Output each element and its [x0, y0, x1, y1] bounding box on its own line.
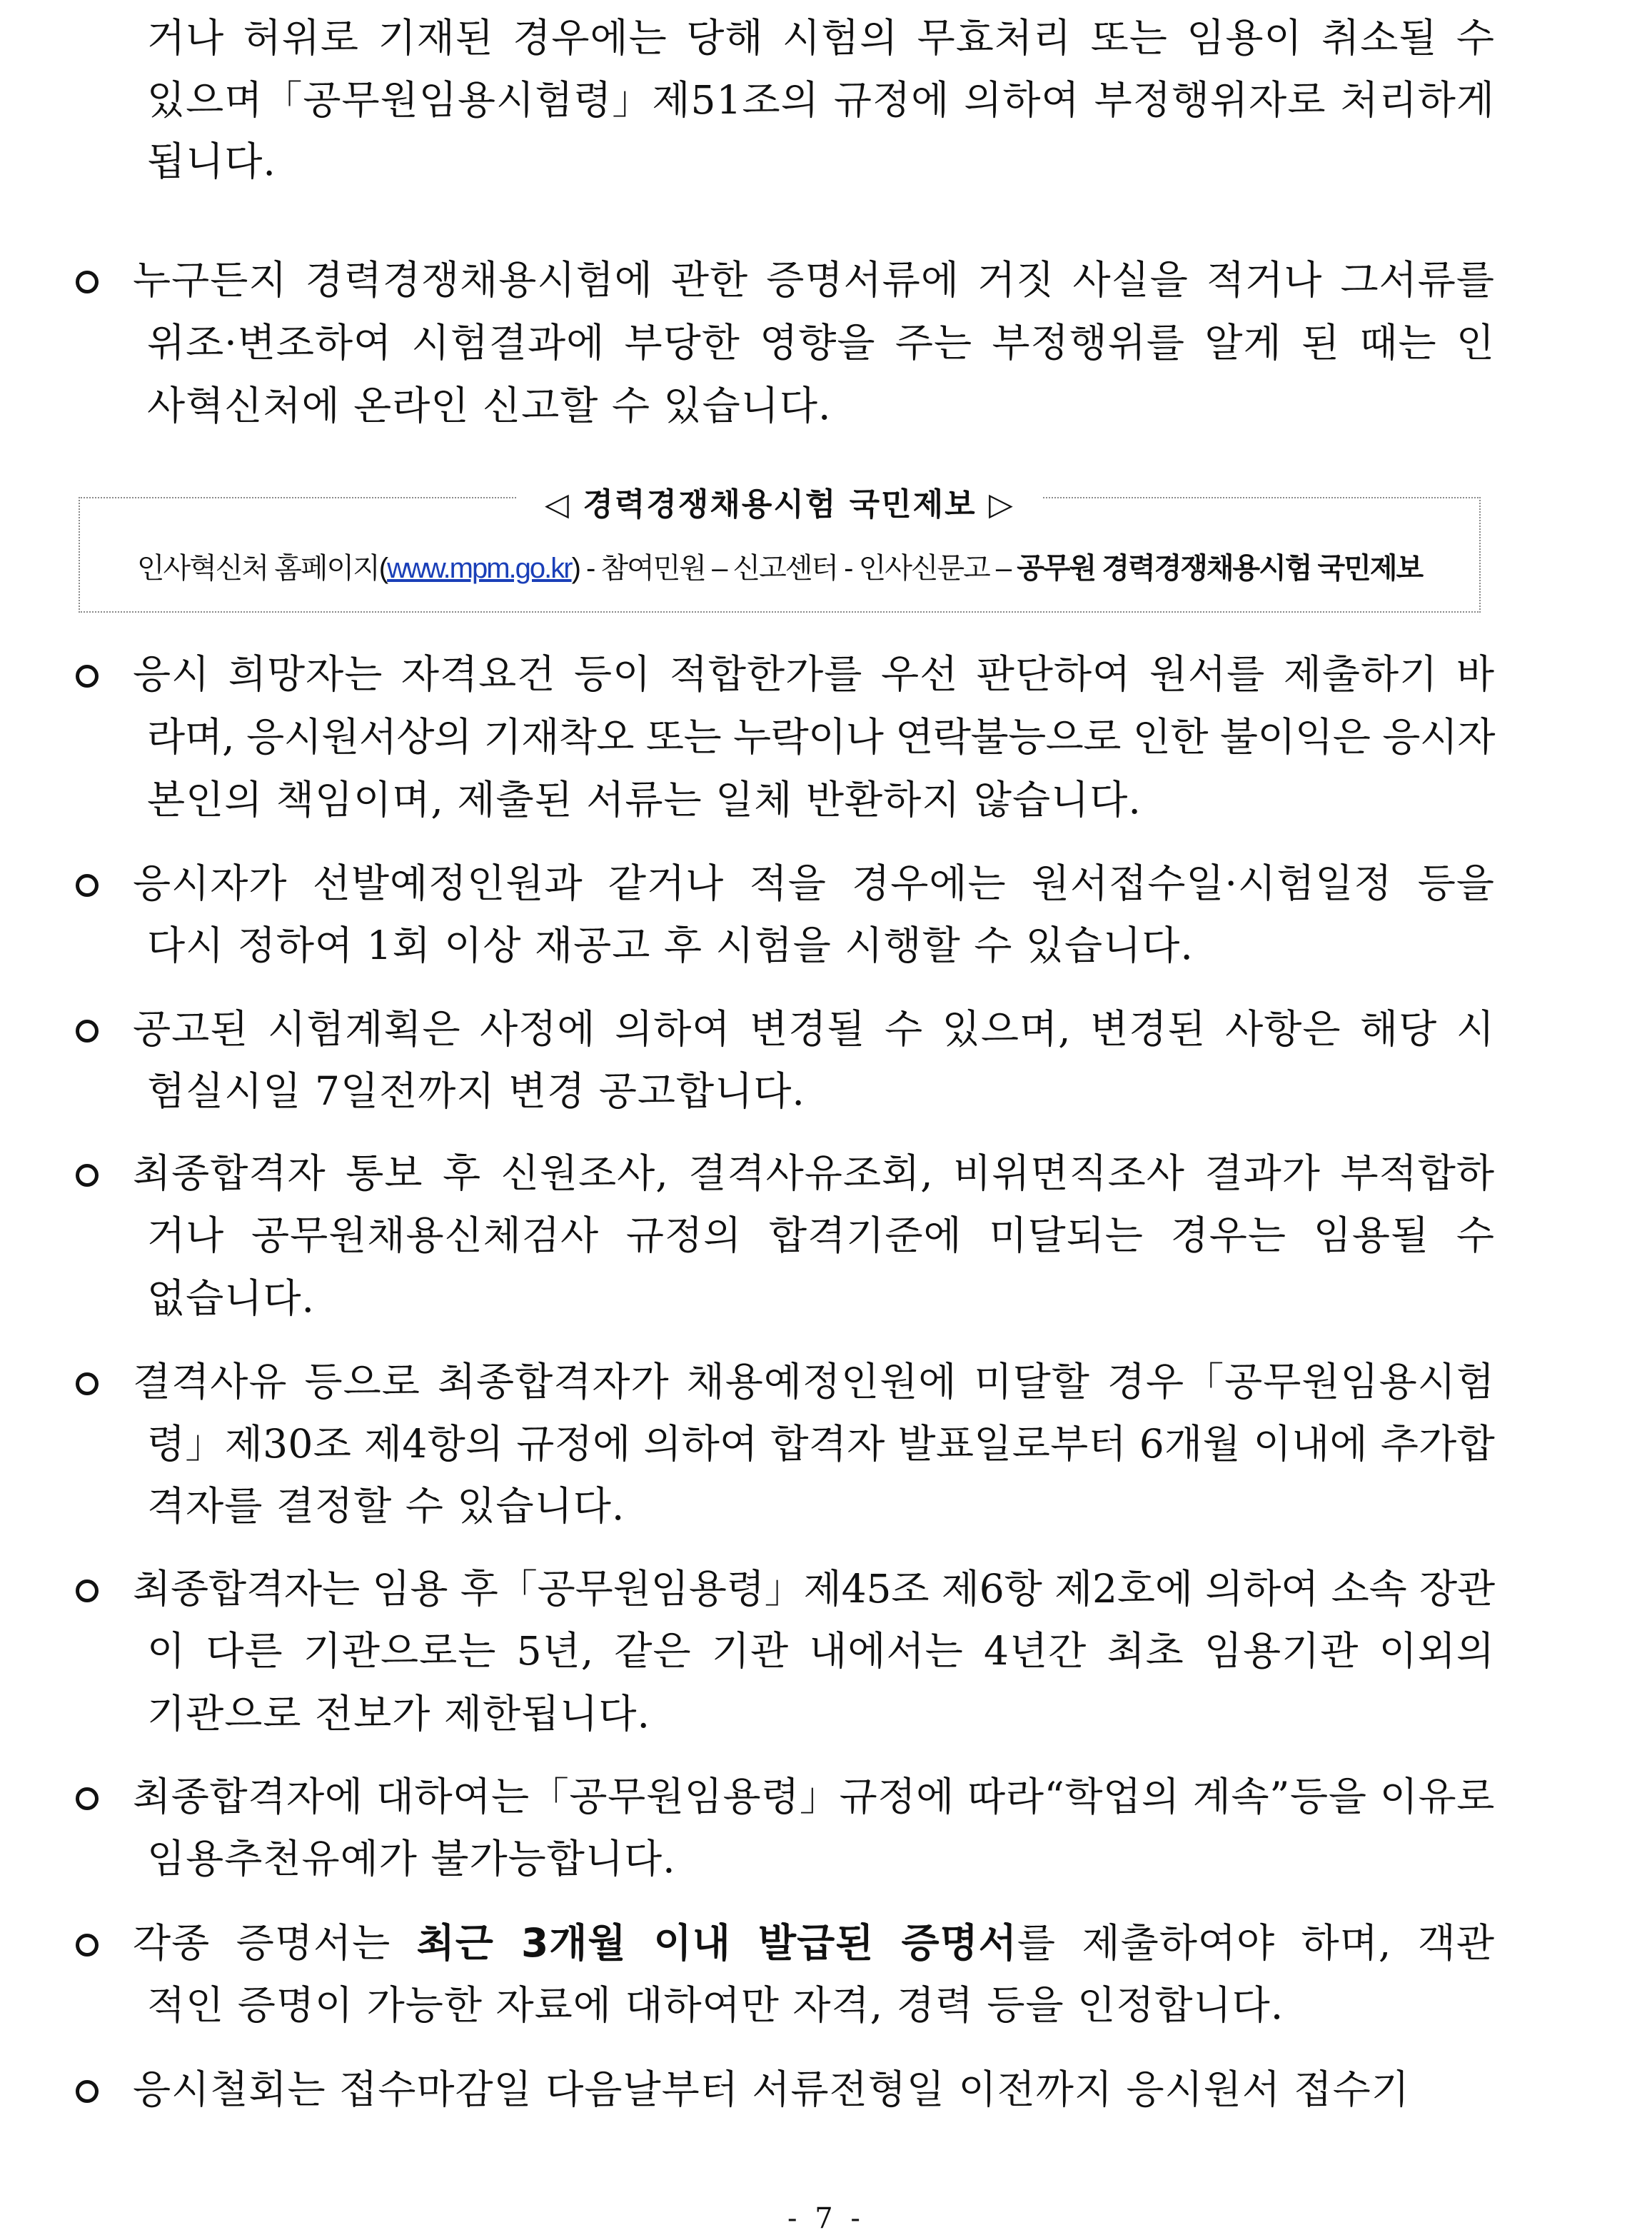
bullet-circle-icon — [76, 1372, 99, 1395]
paragraph-line: 거나 공무원채용신체검사 규정의 합격기준에 미달되는 경우는 임용될 수 — [147, 1212, 1495, 1258]
bullet-circle-icon — [76, 665, 99, 688]
paragraph-line: 최종합격자 통보 후 신원조사, 결격사유조회, 비위면직조사 결과가 부적합하 — [133, 1150, 1495, 1196]
notice-path-prefix: 인사혁신처 홈페이지( — [136, 553, 388, 584]
paragraph-line: 격자를 결정할 수 있습니다. — [147, 1483, 625, 1529]
bullet-circle-icon — [76, 2080, 99, 2103]
paragraph-line: 공고된 시험계획은 사정에 의하여 변경될 수 있으며, 변경된 사항은 해당 시 — [133, 1006, 1495, 1052]
notice-title: ◁ 경력경쟁채용시험 국민제보 ▷ — [516, 486, 1043, 523]
paragraph-line: 령」제30조 제4항의 규정에 의하여 합격자 발표일로부터 6개월 이내에 추가합 — [147, 1421, 1495, 1467]
paragraph-line: 라며, 응시원서상의 기재착오 또는 누락이나 연락불능으로 인한 불이익은 응시자 — [147, 714, 1495, 760]
report-notice-box — [79, 486, 1481, 613]
bullet-circle-icon — [76, 874, 99, 897]
bullet-circle-icon — [76, 1020, 99, 1043]
paragraph-line: 결격사유 등으로 최종합격자가 채용예정인원에 미달할 경우「공무원임용시험 — [133, 1359, 1495, 1405]
paragraph-line: 최종합격자는 임용 후「공무원임용령」제45조 제6항 제2호에 의하여 소속 장관 — [133, 1566, 1495, 1612]
paragraph-line: 최종합격자에 대하여는「공무원임용령」규정에 따라“학업의 계속”등을 이유로 — [133, 1774, 1495, 1819]
paragraph-line: 없습니다. — [147, 1275, 316, 1321]
paragraph-line: 본인의 책임이며, 제출된 서류는 일체 반환하지 않습니다. — [147, 777, 1142, 823]
paragraph-line: 응시자가 선발예정인원과 같거나 적을 경우에는 원서접수일·시험일정 등을 — [133, 860, 1495, 906]
paragraph-line: 있으며「공무원임용시험령」제51조의 규정에 의하여 부정행위자로 처리하게 — [147, 77, 1495, 123]
paragraph-line: 다시 정하여 1회 이상 재공고 후 시험을 시행할 수 있습니다. — [147, 923, 1194, 968]
paragraph-line: 임용추천유예가 불가능합니다. — [147, 1836, 676, 1882]
paragraph-line: 됩니다. — [147, 139, 276, 184]
paragraph-line: 응시철회는 접수마감일 다음날부터 서류전형일 이전까지 응시원서 접수기 — [133, 2066, 1410, 2112]
mpm-homepage-link[interactable]: www.mpm.go.kr — [387, 553, 572, 584]
paragraph-line: 응시 희망자는 자격요건 등이 적합한가를 우선 판단하여 원서를 제출하기 바 — [133, 651, 1495, 697]
bullet-circle-icon — [76, 271, 99, 293]
paragraph-line: 누구든지 경력경쟁채용시험에 관한 증명서류에 거짓 사실을 적거나 그서류를 — [133, 257, 1495, 303]
paragraph-line: 기관으로 전보가 제한됩니다. — [147, 1691, 651, 1737]
line-text: 각종 증명서는 — [133, 1920, 417, 1966]
bullet-circle-icon — [76, 1787, 99, 1810]
paragraph-line: 사혁신처에 온라인 신고할 수 있습니다. — [147, 383, 832, 428]
paragraph-line: 험실시일 7일전까지 변경 공고합니다. — [147, 1068, 805, 1114]
paragraph-line: 위조·변조하여 시험결과에 부당한 영향을 주는 부정행위를 알게 된 때는 인 — [147, 320, 1495, 366]
line-text: 를 제출하여야 하며, 객관 — [1017, 1920, 1496, 1966]
paragraph-line — [133, 1920, 1496, 1966]
paragraph-line: 이 다른 기관으로는 5년, 같은 기관 내에서는 4년간 최초 임용기관 이외의 — [147, 1628, 1495, 1674]
emphasized-text: 최근 3개월 이내 발급된 증명서 — [416, 1920, 1017, 1966]
bullet-circle-icon — [76, 1934, 99, 1957]
bullet-circle-icon — [76, 1579, 99, 1602]
notice-path-middle: ) - 참여민원 – 신고센터 - 인사신문고 – — [571, 553, 1017, 584]
paragraph-line: 거나 허위로 기재된 경우에는 당해 시험의 무효처리 또는 임용이 취소될 수 — [147, 15, 1495, 61]
notice-path-destination: 공무원 경력경쟁채용시험 국민제보 — [1017, 553, 1423, 584]
page-number: - 7 - — [787, 2202, 865, 2235]
notice-path — [80, 546, 1479, 586]
notice-title-row — [80, 478, 1479, 524]
bullet-circle-icon — [76, 1164, 99, 1187]
paragraph-line: 적인 증명이 가능한 자료에 대하여만 자격, 경력 등을 인정합니다. — [147, 1982, 1284, 2028]
